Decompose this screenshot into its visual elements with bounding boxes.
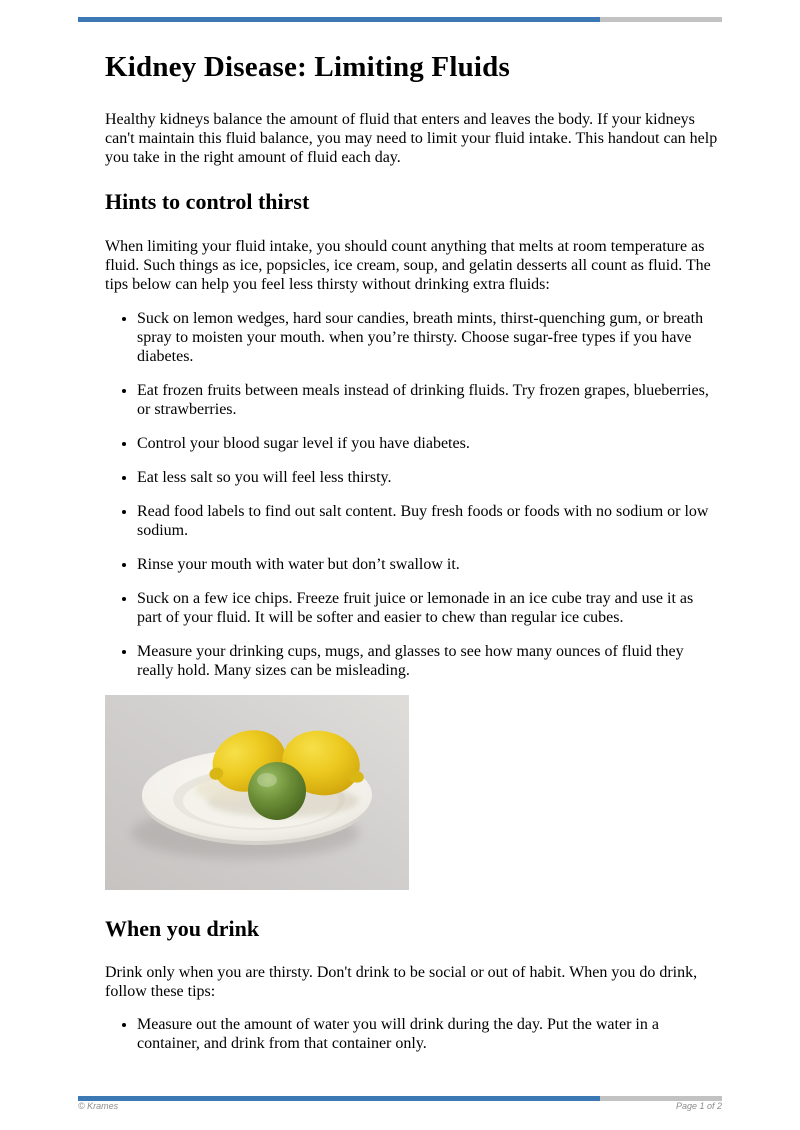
header-rule-gray-segment	[600, 17, 722, 22]
drink-paragraph: Drink only when you are thirsty. Don't drink to be social or out of habit. When you do drink, follow these tips:	[105, 964, 698, 1001]
intro-paragraph: Healthy kidneys balance the amount of fluid that enters and leaves the body. If your kidneys can't maintain this fluid balance, you may need to limit your fluid intake. This handout can help you take in the right amount of fluid each day.	[105, 110, 718, 166]
list-item: • Suck on a few ice chips. Freeze fruit juice or lemonade in an ice cube tray and use it as part of your fluid. It will be softer and easier to chew than regular ice cubes.	[137, 589, 722, 627]
footer-copyright: © Krames	[78, 1101, 119, 1111]
section-heading-hints: Hints to control thirst	[105, 188, 310, 214]
list-item: • Measure your drinking cups, mugs, and glasses to see how many ounces of fluid they really hold. Many sizes can be misleading.	[137, 642, 722, 680]
list-item: • Control your blood sugar level if you have diabetes.	[137, 434, 722, 453]
citrus-on-plate-photo	[105, 695, 409, 890]
lime	[248, 762, 306, 820]
header-rule	[78, 17, 722, 22]
hints-paragraph: When limiting your fluid intake, you should count anything that melts at room temperature as fluid. Such things as ice, popsicles, ice cream, soup, and gelatin desserts all count as fluid. The tips below can help you feel less thirsty without drinking extra fluids:	[105, 238, 711, 294]
header-rule-blue-segment	[78, 17, 600, 22]
drink-bullet-list	[105, 1015, 722, 1053]
page-title: Kidney Disease: Limiting Fluids	[105, 51, 510, 83]
footer	[78, 1101, 722, 1111]
hints-bullet-list	[105, 309, 722, 680]
list-item: • Measure out the amount of water you will drink during the day. Put the water in a container, and drink from that container only.	[137, 1015, 722, 1053]
footer-page-number: Page 1 of 2	[675, 1101, 722, 1111]
list-item: • Read food labels to find out salt content. Buy fresh foods or foods with no sodium or low sodium.	[137, 502, 722, 540]
citrus-photo-illustration	[105, 695, 409, 890]
list-item: • Eat frozen fruits between meals instead of drinking fluids. Try frozen grapes, blueberries, or strawberries.	[137, 381, 722, 419]
list-item: • Suck on lemon wedges, hard sour candies, breath mints, thirst-quenching gum, or breath spray to moisten your mouth. when you’re thirsty. Choose sugar-free types if you have diabetes.	[137, 309, 722, 366]
list-item: • Rinse your mouth with water but don’t swallow it.	[137, 555, 722, 574]
list-item: • Eat less salt so you will feel less thirsty.	[137, 468, 722, 487]
document-body	[0, 50, 800, 1053]
section-heading-drink: When you drink	[105, 916, 260, 942]
